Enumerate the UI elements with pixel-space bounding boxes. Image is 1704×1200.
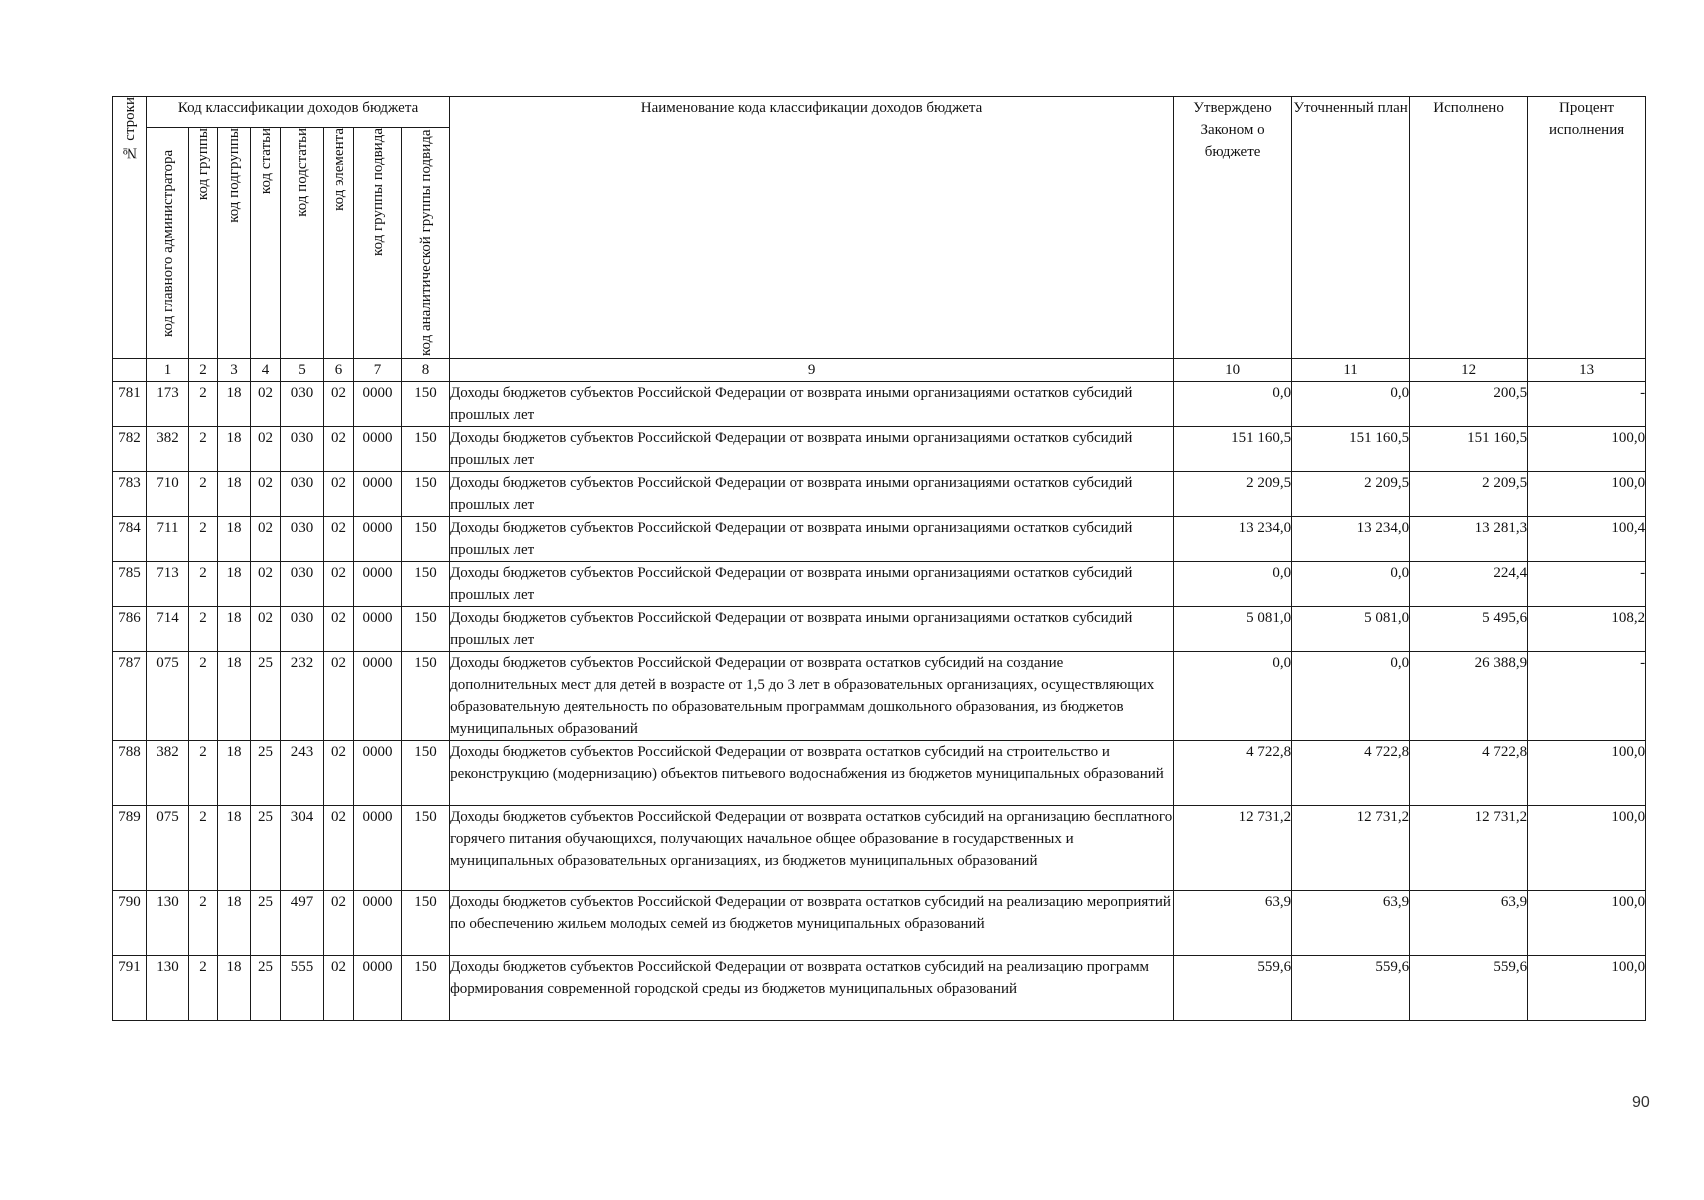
header-code-subarticle: код подстатьи xyxy=(281,128,324,359)
code-subgroup: 18 xyxy=(218,891,251,956)
income-name: Доходы бюджетов субъектов Российской Федерации от возврата остатков субсидий на реализацию мероприятий по обеспечению жильем молодых семей из бюджетов муниципальных образований xyxy=(450,891,1174,956)
column-number: 2 xyxy=(189,359,218,382)
code-admin: 713 xyxy=(147,562,189,607)
percent-value: - xyxy=(1528,562,1646,607)
row-no: 788 xyxy=(113,741,147,806)
code-analytic-group: 150 xyxy=(402,427,450,472)
code-subtype-group: 0000 xyxy=(354,891,402,956)
header-code-admin: код главного администратора xyxy=(147,128,189,359)
code-admin: 173 xyxy=(147,382,189,427)
plan-value: 5 081,0 xyxy=(1292,607,1410,652)
header-code-analytic-group: код аналитической группы подвида xyxy=(402,128,450,359)
percent-value: - xyxy=(1528,652,1646,741)
header-code-article: код статьи xyxy=(251,128,281,359)
code-group: 2 xyxy=(189,891,218,956)
approved-value: 0,0 xyxy=(1174,562,1292,607)
approved-value: 0,0 xyxy=(1174,652,1292,741)
approved-value: 63,9 xyxy=(1174,891,1292,956)
budget-table-sheet xyxy=(112,96,1646,1021)
table-row xyxy=(113,956,1646,1021)
code-subtype-group: 0000 xyxy=(354,562,402,607)
income-name: Доходы бюджетов субъектов Российской Федерации от возврата иными организациями остатков субсидий прошлых лет xyxy=(450,562,1174,607)
header-code-group-1: код группы xyxy=(189,128,218,359)
income-name: Доходы бюджетов субъектов Российской Федерации от возврата иными организациями остатков субсидий прошлых лет xyxy=(450,427,1174,472)
row-no: 782 xyxy=(113,427,147,472)
header-code-element: код элемента xyxy=(324,128,354,359)
header-plan: Уточненный план xyxy=(1292,97,1410,359)
code-subarticle: 030 xyxy=(281,562,324,607)
table-row xyxy=(113,891,1646,956)
income-name: Доходы бюджетов субъектов Российской Федерации от возврата иными организациями остатков субсидий прошлых лет xyxy=(450,382,1174,427)
table-row xyxy=(113,472,1646,517)
code-analytic-group: 150 xyxy=(402,562,450,607)
code-subarticle: 030 xyxy=(281,517,324,562)
percent-value: - xyxy=(1528,382,1646,427)
row-no: 784 xyxy=(113,517,147,562)
code-group: 2 xyxy=(189,741,218,806)
column-number: 11 xyxy=(1292,359,1410,382)
code-admin: 711 xyxy=(147,517,189,562)
plan-value: 0,0 xyxy=(1292,652,1410,741)
code-subgroup: 18 xyxy=(218,427,251,472)
code-group: 2 xyxy=(189,427,218,472)
code-element: 02 xyxy=(324,956,354,1021)
code-analytic-group: 150 xyxy=(402,472,450,517)
code-subgroup: 18 xyxy=(218,472,251,517)
executed-value: 559,6 xyxy=(1410,956,1528,1021)
plan-value: 151 160,5 xyxy=(1292,427,1410,472)
approved-value: 4 722,8 xyxy=(1174,741,1292,806)
percent-value: 108,2 xyxy=(1528,607,1646,652)
income-name: Доходы бюджетов субъектов Российской Федерации от возврата остатков субсидий на организацию бесплатного горячего питания обучающихся, получающих начальное общее образование в государственных и муниципальных образовательных организациях, из бюджетов муниципальных образований xyxy=(450,806,1174,891)
code-article: 02 xyxy=(251,607,281,652)
row-no: 791 xyxy=(113,956,147,1021)
code-analytic-group: 150 xyxy=(402,382,450,427)
code-subtype-group: 0000 xyxy=(354,517,402,562)
code-subgroup: 18 xyxy=(218,652,251,741)
income-name: Доходы бюджетов субъектов Российской Федерации от возврата остатков субсидий на строительство и реконструкцию (модернизацию) объектов питьевого водоснабжения из бюджетов муниципальных образований xyxy=(450,741,1174,806)
income-name: Доходы бюджетов субъектов Российской Федерации от возврата иными организациями остатков субсидий прошлых лет xyxy=(450,607,1174,652)
table-row xyxy=(113,652,1646,741)
header-executed: Исполнено xyxy=(1410,97,1528,359)
table-row xyxy=(113,607,1646,652)
plan-value: 63,9 xyxy=(1292,891,1410,956)
approved-value: 12 731,2 xyxy=(1174,806,1292,891)
percent-value: 100,0 xyxy=(1528,806,1646,891)
approved-value: 13 234,0 xyxy=(1174,517,1292,562)
plan-value: 12 731,2 xyxy=(1292,806,1410,891)
code-element: 02 xyxy=(324,427,354,472)
code-element: 02 xyxy=(324,806,354,891)
percent-value: 100,0 xyxy=(1528,891,1646,956)
plan-value: 4 722,8 xyxy=(1292,741,1410,806)
income-name: Доходы бюджетов субъектов Российской Федерации от возврата иными организациями остатков субсидий прошлых лет xyxy=(450,472,1174,517)
code-subgroup: 18 xyxy=(218,562,251,607)
code-subarticle: 030 xyxy=(281,382,324,427)
code-article: 25 xyxy=(251,891,281,956)
code-subtype-group: 0000 xyxy=(354,652,402,741)
code-subarticle: 243 xyxy=(281,741,324,806)
approved-value: 2 209,5 xyxy=(1174,472,1292,517)
code-element: 02 xyxy=(324,891,354,956)
code-subgroup: 18 xyxy=(218,382,251,427)
percent-value: 100,0 xyxy=(1528,427,1646,472)
row-no: 781 xyxy=(113,382,147,427)
percent-value: 100,4 xyxy=(1528,517,1646,562)
code-article: 02 xyxy=(251,562,281,607)
code-subtype-group: 0000 xyxy=(354,956,402,1021)
row-no: 787 xyxy=(113,652,147,741)
table-row xyxy=(113,806,1646,891)
approved-value: 5 081,0 xyxy=(1174,607,1292,652)
code-subgroup: 18 xyxy=(218,607,251,652)
budget-income-table xyxy=(112,96,1646,1021)
code-subtype-group: 0000 xyxy=(354,806,402,891)
code-subgroup: 18 xyxy=(218,956,251,1021)
executed-value: 5 495,6 xyxy=(1410,607,1528,652)
column-number: 1 xyxy=(147,359,189,382)
code-subtype-group: 0000 xyxy=(354,472,402,517)
income-name: Доходы бюджетов субъектов Российской Федерации от возврата иными организациями остатков субсидий прошлых лет xyxy=(450,517,1174,562)
code-element: 02 xyxy=(324,607,354,652)
code-element: 02 xyxy=(324,741,354,806)
income-name: Доходы бюджетов субъектов Российской Федерации от возврата остатков субсидий на создание дополнительных мест для детей в возрасте от 1,5 до 3 лет в образовательных организациях, осуществляющих образовательную деятельность по образовательным программам дошкольного образования, из бюджетов муниципальных образований xyxy=(450,652,1174,741)
code-article: 02 xyxy=(251,472,281,517)
code-admin: 075 xyxy=(147,806,189,891)
code-article: 25 xyxy=(251,956,281,1021)
page-number: 90 xyxy=(1632,1094,1650,1111)
code-admin: 075 xyxy=(147,652,189,741)
code-admin: 714 xyxy=(147,607,189,652)
table-row xyxy=(113,427,1646,472)
column-number: 7 xyxy=(354,359,402,382)
code-element: 02 xyxy=(324,652,354,741)
percent-value: 100,0 xyxy=(1528,472,1646,517)
table-row xyxy=(113,517,1646,562)
plan-value: 559,6 xyxy=(1292,956,1410,1021)
executed-value: 26 388,9 xyxy=(1410,652,1528,741)
executed-value: 151 160,5 xyxy=(1410,427,1528,472)
code-article: 25 xyxy=(251,806,281,891)
header-percent: Процент исполнения xyxy=(1528,97,1646,359)
column-number: 10 xyxy=(1174,359,1292,382)
code-group: 2 xyxy=(189,382,218,427)
column-number: 12 xyxy=(1410,359,1528,382)
code-admin: 710 xyxy=(147,472,189,517)
code-analytic-group: 150 xyxy=(402,741,450,806)
code-element: 02 xyxy=(324,517,354,562)
header-code-group: Код классификации доходов бюджета xyxy=(147,97,450,128)
code-group: 2 xyxy=(189,562,218,607)
code-group: 2 xyxy=(189,652,218,741)
code-subarticle: 030 xyxy=(281,607,324,652)
row-no: 785 xyxy=(113,562,147,607)
percent-value: 100,0 xyxy=(1528,741,1646,806)
approved-value: 151 160,5 xyxy=(1174,427,1292,472)
code-article: 25 xyxy=(251,741,281,806)
table-row xyxy=(113,741,1646,806)
column-number: 3 xyxy=(218,359,251,382)
plan-value: 0,0 xyxy=(1292,562,1410,607)
column-number: 5 xyxy=(281,359,324,382)
column-number: 8 xyxy=(402,359,450,382)
row-no: 790 xyxy=(113,891,147,956)
code-analytic-group: 150 xyxy=(402,956,450,1021)
plan-value: 13 234,0 xyxy=(1292,517,1410,562)
income-name: Доходы бюджетов субъектов Российской Федерации от возврата остатков субсидий на реализацию программ формирования современной городской среды из бюджетов муниципальных образований xyxy=(450,956,1174,1021)
code-subarticle: 030 xyxy=(281,427,324,472)
row-no: 789 xyxy=(113,806,147,891)
percent-value: 100,0 xyxy=(1528,956,1646,1021)
code-subtype-group: 0000 xyxy=(354,741,402,806)
approved-value: 559,6 xyxy=(1174,956,1292,1021)
column-number: 9 xyxy=(450,359,1174,382)
code-subgroup: 18 xyxy=(218,741,251,806)
code-article: 02 xyxy=(251,517,281,562)
header-code-subgroup: код подгруппы xyxy=(218,128,251,359)
executed-value: 224,4 xyxy=(1410,562,1528,607)
code-article: 25 xyxy=(251,652,281,741)
table-row xyxy=(113,382,1646,427)
table-row xyxy=(113,562,1646,607)
column-number: 6 xyxy=(324,359,354,382)
column-number-blank xyxy=(113,359,147,382)
executed-value: 63,9 xyxy=(1410,891,1528,956)
code-article: 02 xyxy=(251,427,281,472)
executed-value: 2 209,5 xyxy=(1410,472,1528,517)
code-subarticle: 030 xyxy=(281,472,324,517)
code-group: 2 xyxy=(189,517,218,562)
header-name: Наименование кода классификации доходов бюджета xyxy=(450,97,1174,359)
code-subtype-group: 0000 xyxy=(354,607,402,652)
executed-value: 4 722,8 xyxy=(1410,741,1528,806)
code-subarticle: 497 xyxy=(281,891,324,956)
approved-value: 0,0 xyxy=(1174,382,1292,427)
executed-value: 13 281,3 xyxy=(1410,517,1528,562)
code-admin: 382 xyxy=(147,427,189,472)
code-subtype-group: 0000 xyxy=(354,427,402,472)
executed-value: 12 731,2 xyxy=(1410,806,1528,891)
code-element: 02 xyxy=(324,472,354,517)
header-row-no: № строки xyxy=(113,97,147,359)
code-subgroup: 18 xyxy=(218,517,251,562)
executed-value: 200,5 xyxy=(1410,382,1528,427)
column-numbers-row xyxy=(113,359,1646,382)
code-element: 02 xyxy=(324,382,354,427)
plan-value: 2 209,5 xyxy=(1292,472,1410,517)
row-no: 786 xyxy=(113,607,147,652)
code-analytic-group: 150 xyxy=(402,652,450,741)
code-subtype-group: 0000 xyxy=(354,382,402,427)
code-group: 2 xyxy=(189,472,218,517)
code-admin: 382 xyxy=(147,741,189,806)
code-group: 2 xyxy=(189,806,218,891)
code-admin: 130 xyxy=(147,956,189,1021)
row-no: 783 xyxy=(113,472,147,517)
header-code-subtype-group: код группы подвида xyxy=(354,128,402,359)
column-number: 13 xyxy=(1528,359,1646,382)
code-element: 02 xyxy=(324,562,354,607)
code-analytic-group: 150 xyxy=(402,806,450,891)
header-approved: Утверждено Законом о бюджете xyxy=(1174,97,1292,359)
plan-value: 0,0 xyxy=(1292,382,1410,427)
code-subarticle: 304 xyxy=(281,806,324,891)
code-subarticle: 555 xyxy=(281,956,324,1021)
code-subarticle: 232 xyxy=(281,652,324,741)
code-group: 2 xyxy=(189,607,218,652)
code-analytic-group: 150 xyxy=(402,517,450,562)
code-article: 02 xyxy=(251,382,281,427)
code-analytic-group: 150 xyxy=(402,607,450,652)
code-analytic-group: 150 xyxy=(402,891,450,956)
column-number: 4 xyxy=(251,359,281,382)
code-admin: 130 xyxy=(147,891,189,956)
code-group: 2 xyxy=(189,956,218,1021)
code-subgroup: 18 xyxy=(218,806,251,891)
